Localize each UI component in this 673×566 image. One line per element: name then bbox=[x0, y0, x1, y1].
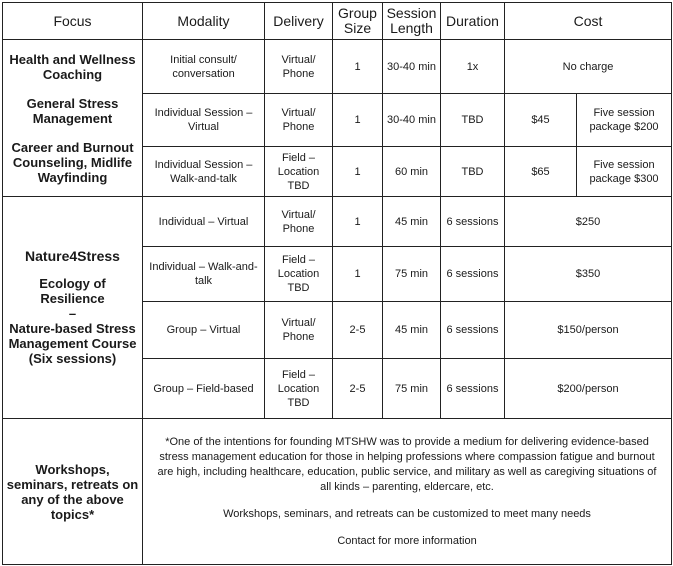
focus-item: General Stress Management bbox=[26, 95, 119, 126]
delivery-cell: Virtual/ Phone bbox=[265, 94, 333, 147]
focus-item: Health and Wellness Coaching bbox=[9, 51, 136, 82]
modality-cell: Group – Field-based bbox=[143, 359, 265, 419]
focus-nature4stress bbox=[3, 197, 143, 419]
modality-cell: Group – Virtual bbox=[143, 302, 265, 359]
duration-cell: 6 sessions bbox=[441, 302, 505, 359]
modality-cell: Initial consult/ conversation bbox=[143, 40, 265, 94]
duration-cell: 6 sessions bbox=[441, 197, 505, 247]
modality-cell: Individual – Walk-and-talk bbox=[143, 247, 265, 302]
workshops-custom: Workshops, seminars, and retreats can be customized to meet many needs bbox=[223, 507, 591, 520]
session-length-cell: 60 min bbox=[383, 147, 441, 197]
cost-cell: $200/person bbox=[505, 359, 672, 419]
group-size-cell: 2-5 bbox=[333, 302, 383, 359]
group-size-cell: 1 bbox=[333, 94, 383, 147]
header-group-size: Group Size bbox=[333, 3, 383, 40]
header-delivery: Delivery bbox=[265, 3, 333, 40]
session-length-cell: 75 min bbox=[383, 359, 441, 419]
header-duration: Duration bbox=[441, 3, 505, 40]
modality-cell: Individual – Virtual bbox=[143, 197, 265, 247]
focus-subtitle: Nature-based Stress Management Course (Six sessions) bbox=[8, 321, 137, 366]
services-table bbox=[2, 2, 672, 565]
session-length-cell: 45 min bbox=[383, 197, 441, 247]
workshops-description bbox=[143, 419, 672, 565]
table-row bbox=[3, 197, 672, 247]
header-session-length: Session Length bbox=[383, 3, 441, 40]
cost-cell: $45 bbox=[505, 94, 577, 147]
delivery-cell: Virtual/ Phone bbox=[265, 302, 333, 359]
group-size-cell: 1 bbox=[333, 197, 383, 247]
header-row bbox=[3, 3, 672, 40]
group-size-cell: 1 bbox=[333, 40, 383, 94]
group-size-cell: 1 bbox=[333, 247, 383, 302]
header-focus: Focus bbox=[3, 3, 143, 40]
session-length-cell: 45 min bbox=[383, 302, 441, 359]
header-cost: Cost bbox=[505, 3, 672, 40]
package-cell: Five session package $300 bbox=[577, 147, 672, 197]
modality-cell: Individual Session – Virtual bbox=[143, 94, 265, 147]
session-length-cell: 75 min bbox=[383, 247, 441, 302]
duration-cell: 6 sessions bbox=[441, 359, 505, 419]
focus-workshops: Workshops, seminars, retreats on any of the above topics* bbox=[3, 419, 143, 565]
package-cell: Five session package $200 bbox=[577, 94, 672, 147]
focus-subtitle: Ecology of Resilience bbox=[39, 276, 106, 306]
modality-cell: Individual Session – Walk-and-talk bbox=[143, 147, 265, 197]
focus-dash: – bbox=[68, 306, 77, 321]
delivery-cell: Virtual/ Phone bbox=[265, 40, 333, 94]
table-row bbox=[3, 40, 672, 94]
focus-item: Career and Burnout Counseling, Midlife Wayfinding bbox=[11, 139, 134, 185]
table-row bbox=[3, 419, 672, 565]
focus-coaching bbox=[3, 40, 143, 197]
cost-cell: $350 bbox=[505, 247, 672, 302]
duration-cell: 1x bbox=[441, 40, 505, 94]
delivery-cell: Field – Location TBD bbox=[265, 247, 333, 302]
header-modality: Modality bbox=[143, 3, 265, 40]
cost-cell: $65 bbox=[505, 147, 577, 197]
group-size-cell: 1 bbox=[333, 147, 383, 197]
workshops-contact: Contact for more information bbox=[337, 534, 477, 547]
group-size-cell: 2-5 bbox=[333, 359, 383, 419]
delivery-cell: Field – Location TBD bbox=[265, 359, 333, 419]
delivery-cell: Field – Location TBD bbox=[265, 147, 333, 197]
duration-cell: TBD bbox=[441, 94, 505, 147]
cost-cell: $150/person bbox=[505, 302, 672, 359]
workshops-note: *One of the intentions for founding MTSHW was to provide a medium for delivering evidence-based stress management education for those in helping professions where compassion fatigue and burnout are high, including healthcare, education, public service, and military as well as caregiving situations of all kinds – parenting, eldercare, etc. bbox=[157, 435, 657, 493]
cost-cell: No charge bbox=[505, 40, 672, 94]
session-length-cell: 30-40 min bbox=[383, 94, 441, 147]
duration-cell: 6 sessions bbox=[441, 247, 505, 302]
duration-cell: TBD bbox=[441, 147, 505, 197]
cost-cell: $250 bbox=[505, 197, 672, 247]
delivery-cell: Virtual/ Phone bbox=[265, 197, 333, 247]
focus-title: Nature4Stress bbox=[25, 248, 120, 264]
session-length-cell: 30-40 min bbox=[383, 40, 441, 94]
